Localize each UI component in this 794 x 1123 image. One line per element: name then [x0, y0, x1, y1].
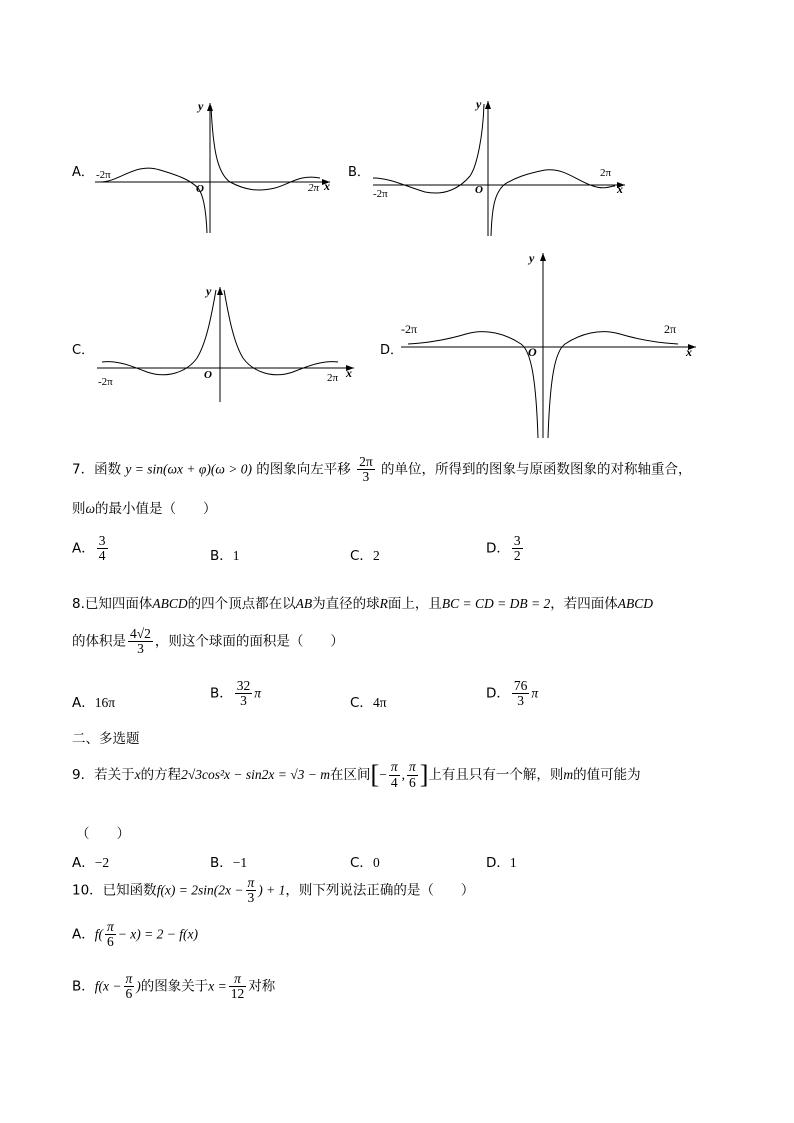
graph-a-curve-left [100, 168, 207, 233]
q8-line1: 8.已知四面体ABCD的四个顶点都在以AB为直径的球R面上，且BC = CD = DB = 2，若四面体ABCD [72, 596, 653, 612]
q7-option-c[interactable]: C．2 [350, 548, 380, 564]
graph-c-x-label: x [346, 366, 352, 380]
graph-d-label: D． [380, 343, 404, 358]
q7-tail: 的单位，所得到的图象与原函数图象的对称轴重合， [380, 461, 692, 478]
q7-expr: y = sin(ωx + φ)(ω > 0) [125, 461, 252, 477]
q10-option-a[interactable]: A．f( $\frac{\pi}{6}$ − x) = 2 − f(x) [72, 919, 198, 950]
graph-d-neg-label: -2π [401, 322, 418, 336]
q9-option-d[interactable]: D．1 [486, 855, 517, 871]
graph-c-origin: O [204, 369, 212, 381]
graph-c-y-label: y [206, 284, 212, 298]
graph-a-neg-label: -2π [96, 169, 111, 181]
graph-a-y-arrow [207, 103, 213, 111]
graph-c-curve-right [224, 290, 338, 375]
graph-d-curve-right [548, 332, 678, 438]
graph-c-pos-label: 2π [327, 372, 339, 384]
q8-option-c[interactable]: C．4π [350, 695, 387, 711]
q10-line1: 10．已知函数f(x) = 2sin(2x − $\frac{\pi}{3}$ ) + 1，则下列说法正确的是（ ） [72, 875, 475, 906]
graph-b-neg-label: -2π [373, 188, 388, 200]
q7-option-b[interactable]: B．1 [210, 548, 240, 564]
graph-d-y-label: y [529, 251, 535, 265]
q9-interval: [ [370, 760, 380, 789]
section-heading: 二、多选题 [72, 731, 140, 747]
q9-line1: 9．若关于x的方程2√3cos²x − sin2x = √3 − m在区间[− $\frac{\pi}{4}$ , $\frac{\pi}{6}$ ]上有且只有一个解，则m的值可能为 [72, 759, 641, 790]
q8-volume-fraction: $\frac{4√2}{3}$ [130, 626, 151, 657]
q9-equation: 2√3cos²x − sin2x = √3 − m [181, 767, 331, 782]
graph-d [396, 248, 706, 443]
graph-a [90, 98, 340, 238]
q9-option-a[interactable]: A．−2 [72, 855, 110, 871]
q8-equation: BC = CD = DB = 2 [441, 596, 551, 611]
graph-d-curve-left [408, 332, 538, 438]
q8-option-d[interactable]: D． $\frac{76}{3}$ π [486, 678, 539, 709]
q7-line2: 则ω的最小值是（ ） [72, 501, 217, 517]
graph-a-curve-right [211, 106, 320, 190]
graph-d-y-arrow [540, 253, 546, 261]
graph-b-origin: O [475, 184, 483, 196]
graph-b-pos-label: 2π [600, 167, 612, 179]
q10-option-b[interactable]: B．f(x − $\frac{\pi}{6}$ )的图象关于x = $\frac{\pi}{12}$ 对称 [72, 971, 276, 1002]
graph-c-curve-left [102, 290, 216, 375]
graph-b-label: B． [348, 165, 370, 180]
q7-shift-fraction: $\frac{2\pi}{3}$ [359, 454, 373, 485]
graph-c [92, 282, 362, 407]
graph-a-origin: O [196, 183, 204, 195]
graph-d-pos-label: 2π [664, 322, 677, 336]
graph-b-curve-right [491, 170, 615, 236]
graph-d-x-label: x [686, 345, 692, 359]
q7-option-d[interactable]: D． $\frac{3}{2}$ [486, 533, 521, 564]
q7-line1 [72, 455, 691, 484]
graph-c-label: C． [72, 343, 95, 358]
graph-a-x-label: x [324, 179, 330, 193]
graph-b-x-label: x [617, 182, 623, 196]
graph-a-label: A． [72, 165, 94, 180]
graph-b [365, 96, 635, 241]
graph-c-y-arrow [217, 287, 223, 295]
q9-option-b[interactable]: B．−1 [210, 855, 248, 871]
graph-b-curve-left [373, 104, 484, 193]
graph-b-y-arrow [485, 101, 491, 109]
graph-d-origin: O [528, 345, 537, 359]
graph-b-y-label: y [476, 97, 482, 111]
q10-function: f(x) = 2sin(2x − [156, 882, 244, 898]
q7-mid: 的图象向左平移 [256, 461, 351, 478]
q8-option-b[interactable]: B． $\frac{32}{3}$ π [210, 678, 262, 709]
q7-omega: ω [85, 501, 96, 516]
q8-line2: 的体积是 $\frac{4√2}{3}$ ，则这个球面的面积是（ ） [72, 626, 344, 657]
graph-a-y-label: y [198, 99, 204, 113]
graph-c-neg-label: -2π [98, 376, 113, 388]
q8-option-a[interactable]: A．16π [72, 695, 116, 711]
q9-paren: （ ） [76, 826, 130, 842]
graph-a-pos-label: 2π [308, 182, 320, 194]
q9-option-c[interactable]: C．0 [350, 855, 380, 871]
q7-option-a[interactable]: A． $\frac{3}{4}$ [72, 533, 106, 564]
q7-number: 7．函数 [72, 461, 122, 478]
